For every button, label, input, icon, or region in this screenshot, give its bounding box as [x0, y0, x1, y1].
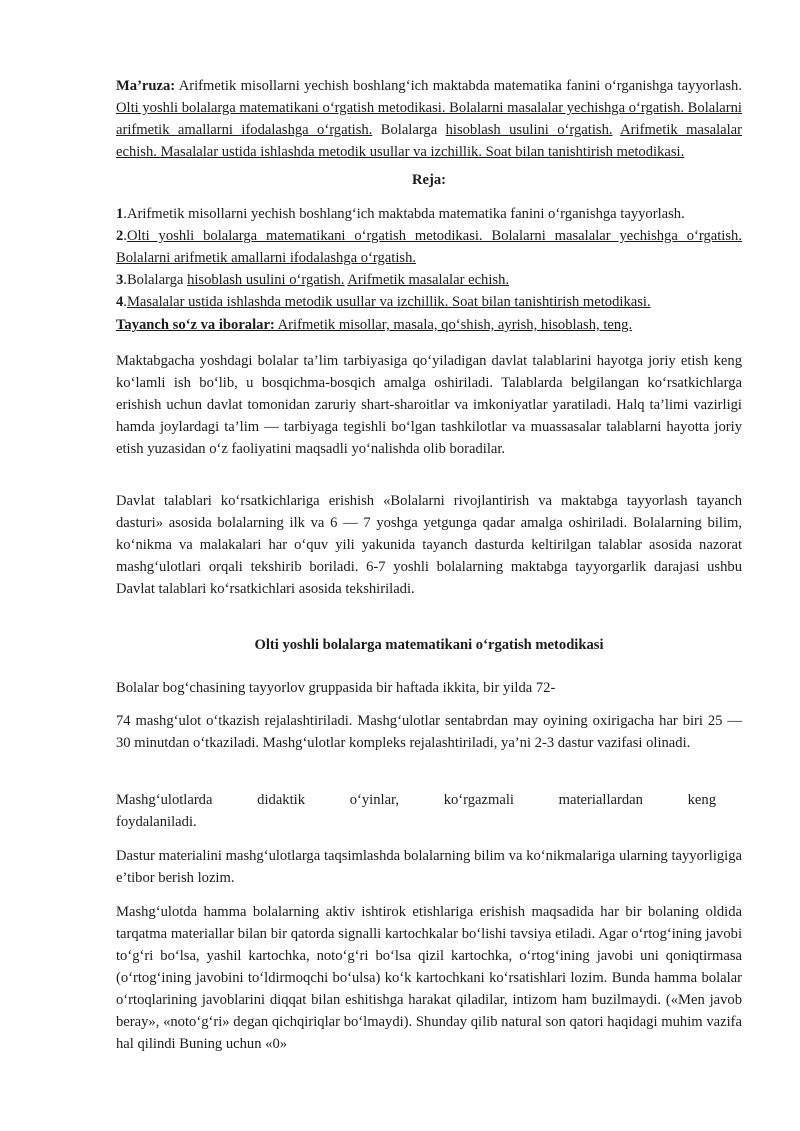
plan-item-text: hisoblash usulini o‘rgatish. — [187, 272, 345, 288]
plan-item-sep: . — [123, 294, 127, 310]
word: keng — [687, 792, 716, 808]
paragraph-1 — [116, 350, 742, 460]
plan-item-text: .Arifmetik misollarni yechish boshlang‘ich maktabda matematika fanini o‘rganishga tayyorlash. — [123, 206, 685, 222]
intro-underlined-3: Arifmetik masalalar echish. Masalalar ustida ishlashda metodik usullar va izchillik. Soat bilan tanishtirish metodikasi. — [116, 122, 742, 160]
keywords-text: Arifmetik misollar, masala, qo‘shish, ayrish, hisoblash, teng. — [274, 317, 633, 333]
section-title: Olti yoshli bolalarga matematikani o‘rgatish metodikasi — [254, 637, 604, 653]
paragraph-text: foydalaniladi. — [116, 814, 197, 830]
plan-item-number: 2 — [116, 228, 124, 244]
plan-item-3 — [116, 269, 742, 291]
paragraph-text: 74 mashg‘ulot o‘tkazish rejalashtiriladi. Mashg‘ulotlar sentabrdan may oyining oxirigacha har biri 25 — 30 minutdan o‘tkaziladi. Mashg‘ulotlar kompleks rejalashtiriladi, ya’ni 2-3 dastur vazifasi olinadi. — [116, 713, 742, 751]
paragraph-text: Dastur materialini mashg‘ulotlarga taqsimlashda bolalarning bilim va ko‘nikmalariga ularning tayyorligiga e’tibor berish lozim. — [116, 848, 742, 886]
paragraph-4 — [116, 710, 742, 754]
intro-text-2: Bolalarga — [372, 122, 446, 138]
plan-item-4 — [116, 291, 742, 313]
plan-item-sep: . — [123, 228, 127, 244]
paragraph-2 — [116, 490, 742, 600]
paragraph-text: Maktabgacha yoshdagi bolalar ta’lim tarbiyasiga qo‘yiladigan davlat talablarini hayotga joriy etish keng ko‘lamli ish bo‘lib, u bosqichma-bosqich amalga oshiriladi. Talablarda belgilangan ko‘rsatkichlarga erishish uchun davlat tomonidan zaruriy shart-sharoitlar va imkoniyatlar yaratiladi. Halq ta’limi vazirligi hamda joylardagi ta’lim — tarbiyaga tegishli bo‘lgan tashkilotlar va muassasalar talablarni hayotta joriy etish yuzasidan o‘z faoliyatini maqsadli yo‘nalishda olib boradilar. — [116, 353, 742, 457]
plan-item-text: Olti yoshli bolalarga matematikani o‘rgatish metodikasi. Bolalarni masalalar yechishga o‘rgatish. Bolalarni arifmetik amallarni ifodalashga o‘rgatish. — [116, 228, 742, 266]
intro-underlined-1: Olti yoshli bolalarga matematikani o‘rgatish metodikasi. Bolalarni masalalar yechishga o‘rgatish. Bolalarni arifmetik amallarni ifodalashga o‘rgatish. — [116, 100, 742, 138]
plan-heading — [116, 169, 742, 191]
section-heading — [116, 634, 742, 656]
word: Mashg‘ulotlarda — [116, 792, 213, 808]
paragraph-5 — [116, 789, 742, 833]
lecture-label: Ma’ruza: — [116, 78, 176, 94]
plan-item-number: 3 — [116, 272, 124, 288]
word: didaktik — [257, 792, 306, 808]
lecture-intro — [116, 75, 742, 163]
plan-item-1 — [116, 203, 742, 225]
plan-item-number: 1 — [116, 206, 124, 222]
spread-line — [116, 789, 716, 811]
paragraph-7 — [116, 901, 742, 1055]
paragraph-3 — [116, 677, 742, 699]
intro-underlined-2: hisoblash usulini o‘rgatish. — [445, 122, 613, 138]
paragraph-text: Davlat talablari ko‘rsatkichlariga erishish «Bolalarni rivojlantirish va maktabga tayyorlash tayanch dasturi» asosida bolalarning ilk va 6 — 7 yoshga yetgunga qadar amalga oshiriladi. Bolalarning bilim, ko‘nikma va malakalari har o‘quv yili yakunida tayanch dasturda keltirilgan talablar asosida nazorat mashg‘ulotlari orqali tekshirib boriladi. 6-7 yoshli bolalarning maktabga tayyorgarlik darajasi ushbu Davlat talablari ko‘rsatkichlari asosida tekshiriladi. — [116, 493, 742, 597]
plan-item-number: 4 — [116, 294, 124, 310]
intro-text-1: Arifmetik misollarni yechish boshlang‘ich maktabda matematika fanini o‘rganishga tayyorlash. — [175, 78, 742, 94]
plan-item-text-2: Arifmetik masalalar echish. — [347, 272, 510, 288]
paragraph-6 — [116, 845, 742, 889]
plan-list — [116, 203, 742, 313]
plan-title: Reja: — [411, 172, 447, 188]
word: ko‘rgazmali — [443, 792, 514, 808]
plan-item-sep: .Bolalarga — [123, 272, 188, 288]
plan-item-2 — [116, 225, 742, 269]
word: materiallardan — [558, 792, 643, 808]
paragraph-text: Bolalar bog‘chasining tayyorlov gruppasida bir haftada ikkita, bir yilda 72- — [116, 680, 556, 696]
word: o‘yinlar, — [349, 792, 399, 808]
paragraph-text: Mashg‘ulotda hamma bolalarning aktiv ishtirok etishlariga erishish maqsadida har bir bolaning oldida tarqatma materiallar bilan bir qatorda signalli kartochkalar bo‘lishi tavsiya etiladi. Agar o‘rtog‘ining javobi to‘g‘ri bo‘lsa, yashil kartochka, noto‘g‘ri bo‘lsa qizil kartochka, o‘rtog‘ining javobi uni qoniqtirmasa (o‘rtog‘ining javobini to‘ldirmoqchi bo‘ulsa) ko‘k kartochkani ko‘rsatishlari lozim. Bunda hamma bolalar o‘rtoqlarining javoblarini diqqat bilan eshitishga harakat qiladilar, intizom ham buzilmaydi. («Men javob beray», «noto‘g‘ri» degan qichqiriqlar bo‘lmaydi). Shunday qilib natural son qatori haqidagi muhim vazifa hal qilindi Buning uchun «0» — [116, 904, 742, 1052]
intro-text-3 — [613, 122, 621, 138]
keywords-label: Tayanch so‘z va iboralar: — [116, 317, 275, 333]
keywords-line — [116, 314, 742, 336]
plan-item-text: Masalalar ustida ishlashda metodik usullar va izchillik. Soat bilan tanishtirish metodikasi. — [126, 294, 651, 310]
